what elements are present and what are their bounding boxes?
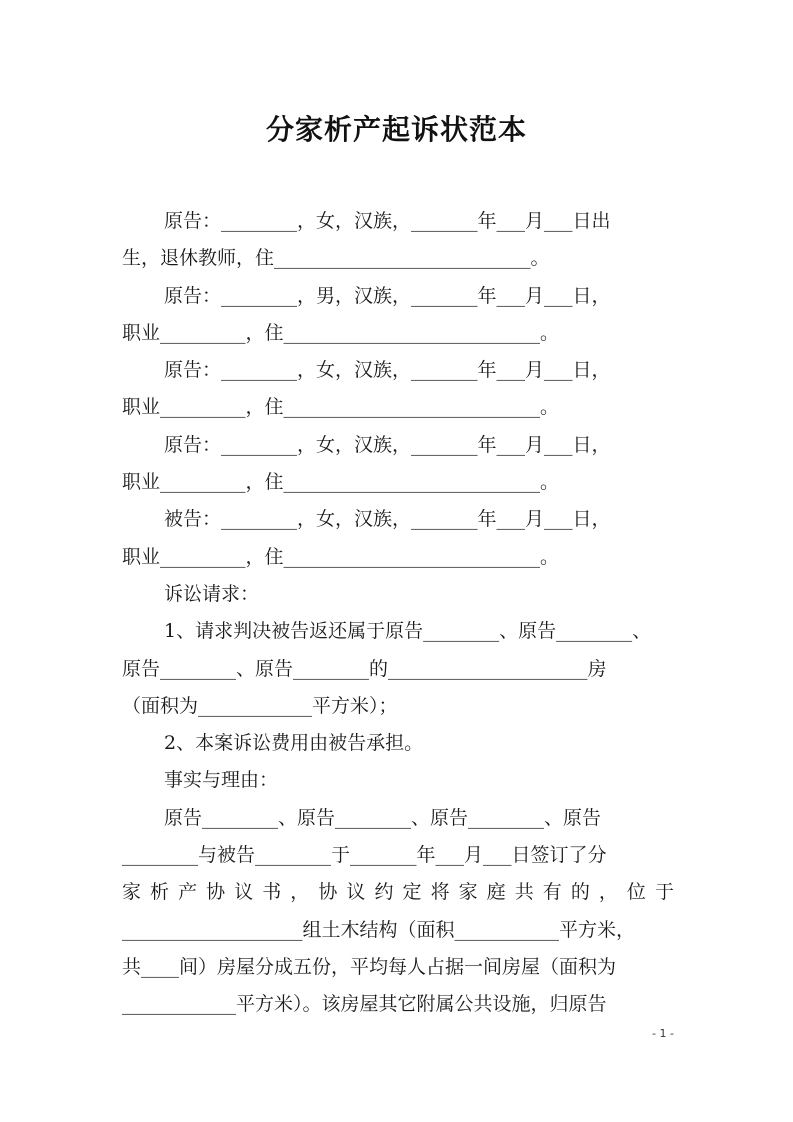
defendant-line-2: 职业_________，住___________________________。 [122, 545, 560, 568]
defendant-line-1: 被告：________，女，汉族，_______年___月___日， [164, 508, 611, 531]
claim-1-line-2: 原告________、原告________的_____________________房 [122, 657, 607, 680]
plaintiff-3-line-1: 原告：________，女，汉族，_______年___月___日， [164, 359, 611, 382]
page-number: - 1 - [652, 1027, 674, 1040]
plaintiff-1-line-2: 生，退休教师，住___________________________。 [122, 247, 550, 270]
plaintiff-4-line-1: 原告：________，女，汉族，_______年___月___日， [164, 433, 611, 456]
facts-line-4: ___________________组土木结构（面积___________平方米， [122, 918, 636, 941]
facts-line-2: ________与被告________于_______年___月___日签订了分 [122, 844, 607, 867]
plaintiff-4-line-2: 职业_________，住___________________________。 [122, 471, 560, 494]
facts-line-5: 共____间）房屋分成五份，平均每人占据一间房屋（面积为 [122, 955, 617, 978]
facts-line-1: 原告________、原告________、原告________、原告 [164, 806, 602, 829]
facts-line-3: 家析产协议书，协议约定将家庭共有的，位于 [122, 881, 674, 904]
claims-heading: 诉讼请求： [164, 582, 260, 605]
plaintiff-3-line-2: 职业_________，住___________________________。 [122, 396, 560, 419]
claim-1-line-3: （面积为____________平方米）； [122, 694, 398, 717]
plaintiff-2-line-2: 职业_________，住___________________________。 [122, 321, 560, 344]
facts-heading: 事实与理由： [164, 769, 279, 792]
plaintiff-1-line-1: 原告：________，女，汉族，_______年___月___日出 [164, 210, 611, 232]
document-body [122, 203, 674, 1024]
document-title: 分家析产起诉状范本 [265, 113, 527, 146]
claim-1-line-1: 1、请求判决被告返还属于原告________、原告________、 [164, 620, 652, 643]
facts-line-6: ____________平方米）。该房屋其它附属公共设施，归原告 [122, 993, 607, 1016]
claim-2: 2、本案诉讼费用由被告承担。 [164, 732, 424, 755]
plaintiff-2-line-1: 原告：________，男，汉族，_______年___月___日， [164, 284, 611, 307]
